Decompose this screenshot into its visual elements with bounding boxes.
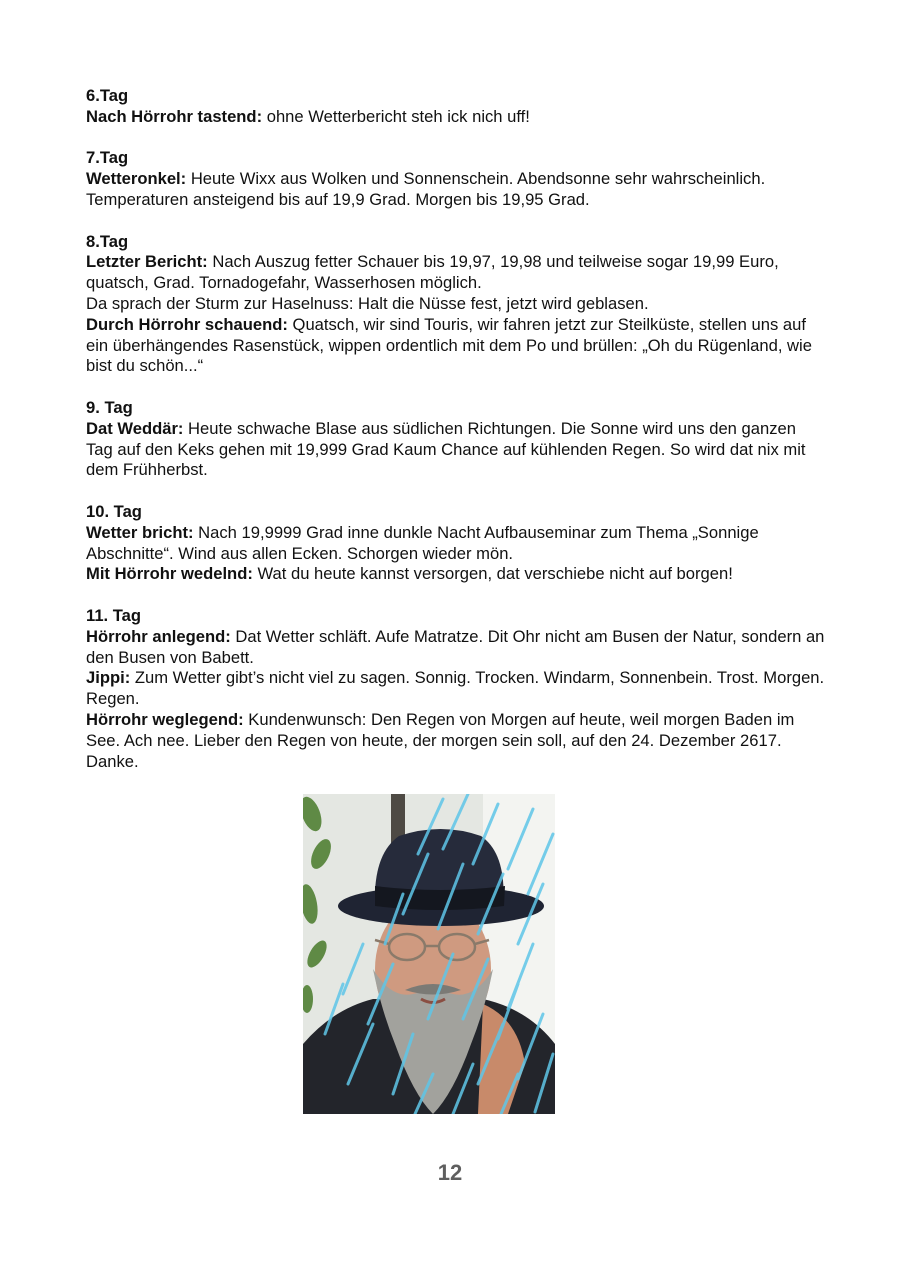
speaker-label: Hörrohr anlegend:	[86, 626, 231, 646]
paragraph-text: Zum Wetter gibt’s nicht viel zu sagen. Sonnig. Trocken. Windarm, Sonnenbein. Trost. Morgen. Regen.	[86, 668, 825, 709]
paragraph	[86, 627, 826, 669]
portrait-photo	[303, 794, 555, 1114]
day-section	[86, 86, 826, 128]
paragraph	[86, 668, 826, 710]
speaker-label: Nach Hörrohr tastend:	[86, 106, 263, 126]
day-title: 11. Tag	[86, 605, 142, 625]
day-section	[86, 502, 826, 585]
speaker-label: Wetter bricht:	[86, 522, 194, 542]
paragraph	[86, 419, 826, 481]
day-title: 8.Tag	[86, 231, 129, 251]
speaker-label: Hörrohr weglegend:	[86, 709, 244, 729]
paragraph-text: Heute schwache Blase aus südlichen Richtungen. Die Sonne wird uns den ganzen Tag auf den Keks gehen mit 19,999 Grad Kaum Chance auf kühlenden Regen. So wird dat nix mit dem Frühherbst.	[86, 418, 806, 480]
speaker-label: Wetteronkel:	[86, 169, 187, 189]
speaker-label: Mit Hörrohr wedelnd:	[86, 564, 253, 584]
paragraph-text: Kundenwunsch: Den Regen von Morgen auf heute, weil morgen Baden im See. Ach nee. Lieber den Regen von heute, der morgen sein soll, auf den 24. Dezember 2617. Danke.	[86, 709, 795, 771]
paragraph-text: Nach 19,9999 Grad inne dunkle Nacht Aufbauseminar zum Thema „Sonnige Abschnitte“. Wind aus allen Ecken. Schorgen wieder mön.	[86, 522, 759, 563]
day-title: 6.Tag	[86, 86, 129, 105]
page-number: 12	[437, 1160, 463, 1185]
paragraph-text: Dat Wetter schläft. Aufe Matratze. Dit Ohr nicht am Busen der Natur, sondern an den Busen von Babett.	[86, 626, 825, 667]
speaker-label: Jippi:	[86, 668, 131, 688]
document-body	[86, 86, 826, 793]
day-title: 7.Tag	[86, 148, 129, 168]
portrait-illustration	[303, 794, 555, 1114]
day-section	[86, 398, 826, 481]
paragraph	[86, 252, 826, 294]
paragraph-text: Quatsch, wir sind Touris, wir fahren jetzt zur Steilküste, stellen uns auf ein überhängendes Rasenstück, wippen ordentlich mit dem Po und brüllen: „Oh du Rügenland, wie bist du schön...“	[86, 314, 812, 376]
paragraph-text: Heute Wixx aus Wolken und Sonnenschein. Abendsonne sehr wahrscheinlich. Temperaturen ansteigend bis auf 19,9 Grad. Morgen bis 19,95 Grad.	[86, 169, 766, 209]
day-section	[86, 606, 826, 772]
paragraph-text: Nach Auszug fetter Schauer bis 19,97, 19,98 und teilweise sogar 19,99 Euro, quatsch, Grad. Tornadogefahr, Wasserhosen möglich.	[86, 252, 779, 293]
paragraph-text: ohne Wetterbericht steh ick nich uff!	[262, 106, 530, 126]
day-title: 10. Tag	[86, 501, 142, 521]
paragraph	[86, 523, 826, 565]
paragraph-text: Wat du heute kannst versorgen, dat verschiebe nicht auf borgen!	[252, 564, 733, 584]
speaker-label: Dat Weddär:	[86, 418, 184, 438]
paragraph	[86, 315, 826, 377]
paragraph	[86, 710, 826, 772]
day-title: 9. Tag	[86, 397, 133, 417]
paragraph-text: Da sprach der Sturm zur Haselnuss: Halt die Nüsse fest, jetzt wird geblasen.	[86, 293, 649, 313]
paragraph	[86, 294, 826, 315]
day-section	[86, 232, 826, 378]
paragraph	[86, 107, 826, 128]
speaker-label: Letzter Bericht:	[86, 252, 208, 272]
paragraph	[86, 564, 826, 585]
day-section	[86, 148, 826, 210]
speaker-label: Durch Hörrohr schauend:	[86, 314, 288, 334]
paragraph	[86, 169, 826, 211]
